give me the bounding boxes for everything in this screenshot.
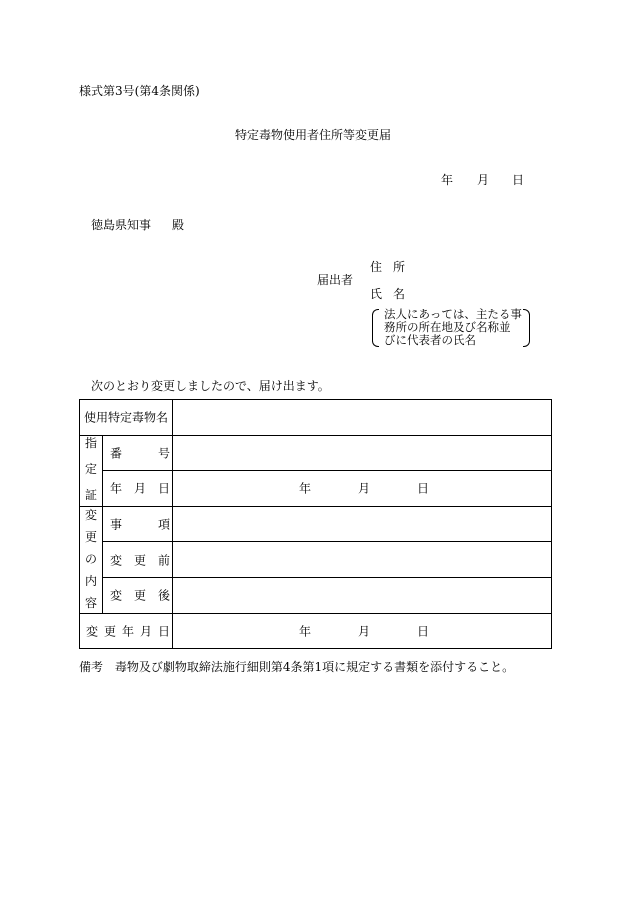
corporate-note: [372, 309, 530, 347]
label-char: 変: [110, 588, 123, 603]
vert-char: 証: [84, 488, 97, 503]
remark-label: 備考: [79, 660, 104, 674]
vert-char: 更: [84, 529, 97, 544]
address-label-1: 住: [370, 260, 383, 274]
date-unit: 年: [299, 481, 312, 496]
vert-char: 定: [84, 462, 97, 477]
note-line: びに代表者の氏名: [384, 333, 476, 347]
table-row: [80, 471, 552, 507]
label-char: 月: [134, 481, 147, 496]
item-field[interactable]: [173, 506, 552, 542]
date-month-unit: 月: [477, 173, 490, 187]
before-label-cell: [103, 542, 173, 578]
change-date-label-cell: [80, 613, 173, 649]
date-unit: 日: [417, 624, 430, 639]
address-label-2: 所: [393, 260, 406, 274]
table-row: [80, 506, 552, 542]
note-line: 務所の所在地及び名称並: [384, 320, 511, 334]
change-date-field[interactable]: [173, 613, 552, 649]
vert-char: 容: [84, 595, 97, 610]
change-form-table: [79, 399, 552, 649]
item-label-cell: [103, 506, 173, 542]
table-row: [80, 542, 552, 578]
label-char: 更: [104, 624, 117, 639]
label-char: 月: [140, 624, 153, 639]
date-unit: 月: [358, 481, 371, 496]
label-char: 項: [158, 517, 171, 532]
label-char: 後: [158, 588, 171, 603]
poison-name-field[interactable]: [173, 400, 552, 436]
table-row: [80, 613, 552, 649]
note-line: 法人にあっては、主たる事: [384, 307, 522, 321]
label-char: 前: [158, 553, 171, 568]
label-char: 更: [134, 553, 147, 568]
label-char: 変: [110, 553, 123, 568]
poison-name-label: 使用特定毒物名: [84, 410, 169, 425]
vert-char: 内: [84, 573, 97, 588]
table-row: [80, 400, 552, 436]
label-char: 日: [158, 624, 171, 639]
label-char: 番: [110, 446, 123, 461]
after-field[interactable]: [173, 577, 552, 613]
designation-group-label: [80, 435, 103, 506]
number-label-cell: [103, 435, 173, 471]
document-title: 特定毒物使用者住所等変更届: [235, 128, 392, 142]
table-row: [80, 435, 552, 471]
label-char: 日: [158, 481, 171, 496]
applicant-label: 届出者: [317, 273, 354, 287]
remark: [79, 658, 514, 675]
name-label-2: 名: [393, 287, 406, 301]
date-unit: 年: [299, 624, 312, 639]
left-bracket: [372, 309, 379, 347]
name-label-1: 氏: [370, 287, 383, 301]
date-unit: 日: [417, 481, 430, 496]
label-char: 更: [134, 588, 147, 603]
addressee-honorific: 殿: [172, 218, 185, 232]
label-char: 事: [110, 517, 123, 532]
table-row: [80, 577, 552, 613]
corporate-note-text: [384, 308, 522, 347]
vert-char: 変: [84, 507, 97, 522]
right-bracket: [523, 309, 530, 347]
form-number: 様式第3号(第4条関係): [79, 84, 200, 98]
poison-name-label-cell: [80, 400, 173, 436]
intro-text: 次のとおり変更しましたので、届け出ます。: [91, 379, 330, 393]
addressee-name: 徳島県知事: [91, 218, 152, 232]
label-char: 年: [122, 624, 135, 639]
date-year-unit: 年: [441, 173, 454, 187]
label-char: 変: [86, 624, 99, 639]
label-char: 年: [110, 481, 123, 496]
label-char: 号: [158, 446, 171, 461]
ymd-label-cell: [103, 471, 173, 507]
change-content-group-label: [80, 506, 103, 613]
date-day-unit: 日: [512, 173, 525, 187]
vert-char: 指: [84, 436, 97, 451]
designation-date-field[interactable]: [173, 471, 552, 507]
date-unit: 月: [358, 624, 371, 639]
before-field[interactable]: [173, 542, 552, 578]
remark-text: 毒物及び劇物取締法施行細則第4条第1項に規定する書類を添付すること。: [114, 660, 515, 674]
vert-char: の: [84, 551, 97, 566]
after-label-cell: [103, 577, 173, 613]
number-field[interactable]: [173, 435, 552, 471]
